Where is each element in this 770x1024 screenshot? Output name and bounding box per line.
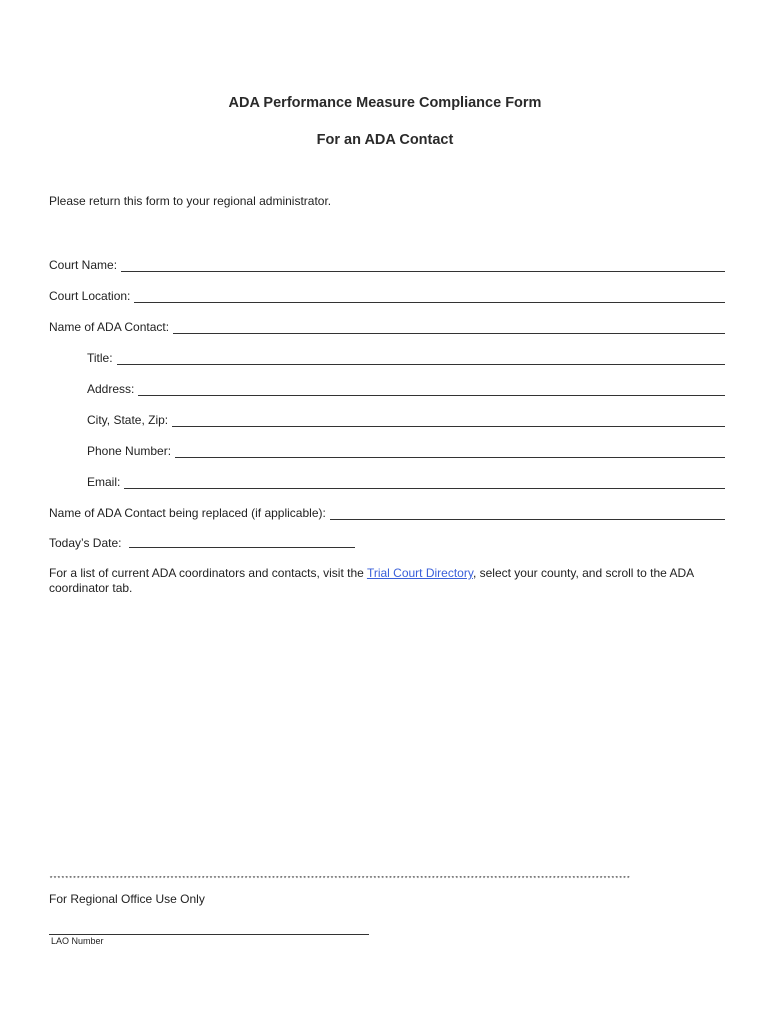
- separator-line: *****************************************************************************************************************************************************: [49, 876, 631, 884]
- todays-date-input-line[interactable]: [129, 547, 355, 548]
- office-use-heading: For Regional Office Use Only: [49, 892, 205, 906]
- lao-number-input-line[interactable]: [49, 934, 369, 935]
- court-name-field[interactable]: [49, 256, 725, 272]
- phone-label: Phone Number:: [87, 444, 172, 458]
- court-location-field[interactable]: [49, 287, 725, 303]
- address-label: Address:: [87, 382, 135, 396]
- address-field[interactable]: [87, 380, 725, 396]
- court-location-label: Court Location:: [49, 289, 131, 303]
- city-state-zip-input-line[interactable]: [172, 414, 725, 427]
- phone-field[interactable]: [87, 442, 725, 458]
- contact-name-label: Name of ADA Contact:: [49, 320, 170, 334]
- todays-date-label: Today’s Date:: [49, 536, 122, 550]
- title-input-line[interactable]: [117, 352, 725, 365]
- form-title: ADA Performance Measure Compliance Form: [228, 95, 542, 111]
- email-input-line[interactable]: [124, 476, 725, 489]
- note-text-before: For a list of current ADA coordinators and contacts, visit the: [49, 566, 367, 580]
- replaced-contact-field[interactable]: [49, 504, 725, 520]
- form-subtitle: For an ADA Contact: [316, 132, 454, 148]
- contact-name-input-line[interactable]: [173, 321, 725, 334]
- email-label: Email:: [87, 475, 121, 489]
- court-location-input-line[interactable]: [134, 290, 725, 303]
- trial-court-directory-link[interactable]: Trial Court Directory: [366, 566, 473, 580]
- directory-note: [49, 566, 729, 596]
- contact-name-field[interactable]: [49, 318, 725, 334]
- title-label: Title:: [87, 351, 113, 365]
- lao-number-label: LAO Number: [51, 936, 104, 946]
- replaced-contact-label: Name of ADA Contact being replaced (if applicable):: [49, 506, 326, 520]
- instruction-text: Please return this form to your regional administrator.: [49, 194, 332, 208]
- note-text-after: , select your county, and scroll to the ADA coordinator tab.: [49, 566, 694, 595]
- city-state-zip-label: City, State, Zip:: [87, 413, 169, 427]
- phone-input-line[interactable]: [175, 445, 725, 458]
- court-name-label: Court Name:: [49, 258, 118, 272]
- title-field[interactable]: [87, 349, 725, 365]
- city-state-zip-field[interactable]: [87, 411, 725, 427]
- replaced-contact-input-line[interactable]: [330, 507, 725, 520]
- email-field[interactable]: [87, 473, 725, 489]
- address-input-line[interactable]: [138, 383, 725, 396]
- court-name-input-line[interactable]: [121, 259, 725, 272]
